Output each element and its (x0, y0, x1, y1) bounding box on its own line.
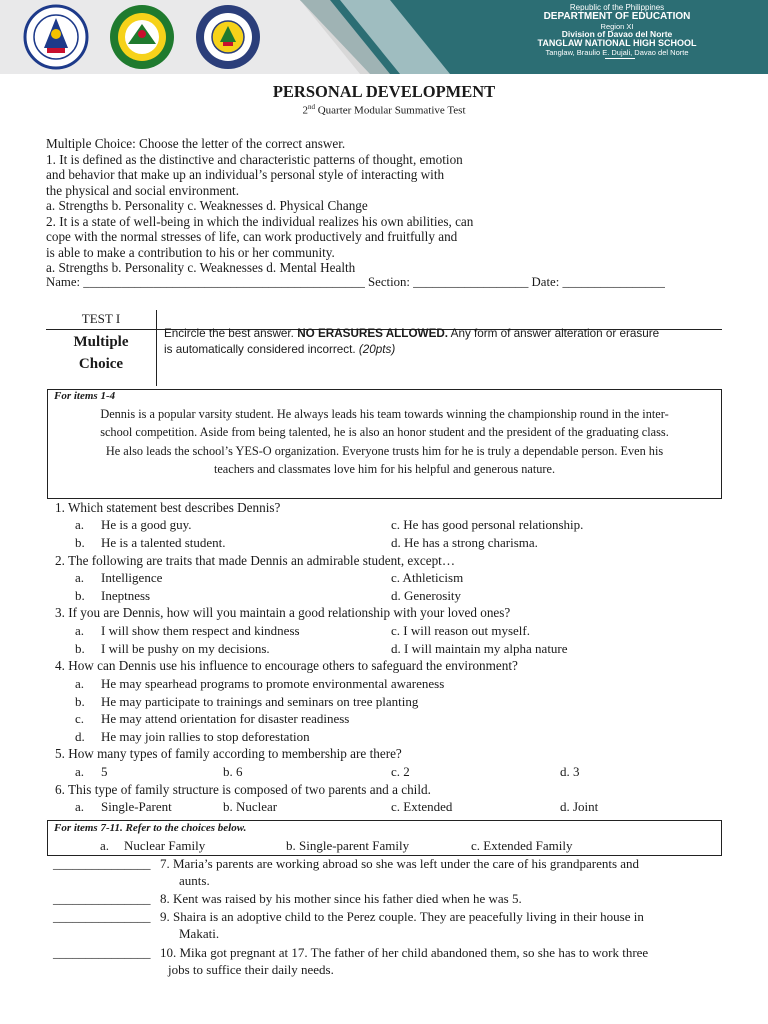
option-letter: b. (75, 535, 85, 550)
pretest-line: 1. It is defined as the distinctive and characteristic patterns of thought, emotion (46, 151, 463, 167)
address-label: Tanglaw, Braulio E. Dujali, Davao del Norte (545, 48, 689, 57)
passage-text (47, 405, 722, 478)
option-text: d. Generosity (391, 588, 462, 603)
option-text: d. Joint (560, 799, 599, 814)
option-letter: b. (75, 588, 85, 603)
test-type (46, 331, 156, 375)
pretest-line: the physical and social environment. (46, 182, 239, 198)
option-letter: a. (75, 517, 85, 532)
page-subtitle (0, 103, 768, 117)
option-text: d. He has a strong charisma. (391, 535, 538, 550)
choice-b: b. Single-parent Family (286, 838, 410, 853)
instruction-emphasis: NO ERASURES ALLOWED. (297, 327, 449, 340)
passage-line: teachers and classmates love him for his helpful and generous nature. (213, 461, 556, 476)
option-text: b. Nuclear (223, 799, 278, 814)
option-letter: a. (75, 570, 85, 585)
test-label: TEST I (81, 311, 121, 326)
answer-blank[interactable]: _______________ (53, 909, 151, 924)
option-text: He may participate to trainings and seminars on tree planting (101, 694, 419, 709)
page-title: PERSONAL DEVELOPMENT (272, 82, 496, 101)
test-header-vline (156, 310, 157, 386)
division-seal-icon (106, 4, 178, 70)
school-seal-icon (192, 4, 264, 70)
item-text: 9. Shaira is an adoptive child to the Perez couple. They are peacefully living in their house in (160, 909, 644, 924)
option-letter: d. (75, 729, 85, 744)
answer-blank[interactable]: _______________ (53, 945, 151, 960)
option-text: He may join rallies to stop deforestation (101, 729, 310, 744)
test-type-line: Choice (78, 356, 124, 372)
option-text: c. I will reason out myself. (391, 623, 530, 638)
deped-seal-icon (20, 4, 92, 70)
instruction-text: Any form of answer alteration or erasure (448, 327, 660, 340)
question-stem: 1. Which statement best describes Dennis? (55, 500, 281, 515)
passage-line: He also leads the school’s YES-O organization. Everyone trusts him for he is truly a dependable person. Even his (105, 443, 664, 458)
answer-blank[interactable]: _______________ (53, 856, 151, 871)
subtitle-ordinal: 2 (302, 104, 308, 117)
choices-label: For items 7-11. Refer to the choices below. (54, 822, 247, 834)
option-text: c. Extended (391, 799, 453, 814)
choice-letter: a. (100, 838, 110, 853)
question-stem: 5. How many types of family according to membership are there? (55, 746, 402, 761)
option-letter: a. (75, 676, 85, 691)
item-text: 8. Kent was raised by his mother since his father died when he was 5. (160, 891, 522, 906)
option-text: He may spearhead programs to promote environmental awareness (101, 676, 445, 691)
item-text-cont: Makati. (179, 926, 220, 941)
option-text: d. 3 (560, 764, 580, 779)
pretest-line: and behavior that make up an individual’s personal style of interacting with (46, 167, 445, 182)
option-text: He is a good guy. (101, 517, 192, 532)
option-text: c. He has good personal relationship. (391, 517, 584, 532)
school-label: TANGLAW NATIONAL HIGH SCHOOL (537, 38, 697, 48)
question-stem: 3. If you are Dennis, how will you maintain a good relationship with your loved ones? (55, 605, 511, 620)
option-letter: b. (75, 641, 85, 656)
option-letter: a. (75, 764, 85, 779)
divider (605, 58, 635, 59)
option-text: d. I will maintain my alpha nature (391, 641, 568, 656)
option-text: Ineptness (101, 588, 151, 603)
pretest-line: cope with the normal stresses of life, can work productively and fruitfully and (46, 229, 458, 244)
subtitle-superscript: nd (307, 103, 315, 111)
test-label-divider (46, 329, 157, 330)
item-text: 7. Maria’s parents are working abroad so she was left under the care of his grandparents and (160, 856, 640, 871)
question-stem: 4. How can Dennis use his influence to encourage others to safeguard the environment? (55, 658, 518, 673)
question-stem: 6. This type of family structure is composed of two parents and a child. (55, 782, 431, 797)
pretest-line: is able to make a contribution to his or her community. (46, 244, 335, 260)
option-text: c. 2 (391, 764, 410, 779)
option-text: I will show them respect and kindness (101, 623, 300, 638)
question-stem: 2. The following are traits that made Dennis an admirable student, except… (55, 553, 456, 568)
region-label: Region XI (600, 22, 634, 31)
pretest-line: a. Strengths b. Personality c. Weaknesses d. Physical Change (46, 198, 368, 213)
option-text: Intelligence (101, 570, 163, 585)
item-text-cont: aunts. (179, 873, 210, 888)
instruction-text: Encircle the best answer. (164, 327, 298, 340)
division-label: Division of Davao del Norte (561, 29, 673, 39)
pretest-line: a. Strengths b. Personality c. Weaknesses d. Mental Health (46, 260, 356, 275)
republic-label: Republic of the Philippines (569, 3, 665, 12)
item-text-cont: jobs to suffice their daily needs. (168, 962, 334, 977)
pretest-line: 2. It is a state of well-being in which the individual realizes his own abilities, can (46, 213, 474, 229)
instruction-text: is automatically considered incorrect. (164, 343, 359, 356)
option-letter: b. (75, 694, 85, 709)
choice-a: Nuclear Family (124, 838, 206, 853)
option-text: 5 (101, 764, 108, 779)
passage-line: school competition. Aside from being talented, he is also an honor student and the president of the graduating class. (100, 425, 669, 440)
name-section-date-line[interactable]: Name: ____________________________________________ Section: __________________ Date: ________________ (46, 275, 665, 289)
letterhead (0, 0, 768, 74)
option-letter: a. (75, 623, 85, 638)
choice-c: c. Extended Family (471, 838, 573, 853)
option-text: b. 6 (223, 764, 243, 779)
answer-blank[interactable]: _______________ (53, 891, 151, 906)
option-text: Single-Parent (101, 799, 172, 814)
option-text: He may attend orientation for disaster readiness (101, 711, 350, 726)
test-type-line: Multiple (73, 334, 129, 350)
option-text: I will be pushy on my decisions. (101, 641, 270, 656)
pretest-line: Multiple Choice: Choose the letter of the correct answer. (46, 136, 346, 151)
option-text: He is a talented student. (101, 535, 226, 550)
option-letter: c. (75, 711, 85, 726)
option-letter: a. (75, 799, 85, 814)
department-label: DEPARTMENT OF EDUCATION (543, 11, 691, 22)
passage-line: Dennis is a popular varsity student. He always leads his team towards winning the championship round in the inter- (100, 407, 669, 421)
passage-label: For items 1-4 (54, 390, 116, 402)
test-instructions (164, 326, 659, 358)
points-label: (20pts) (358, 343, 396, 356)
subtitle-text: Quarter Modular Summative Test (314, 104, 466, 117)
option-text: c. Athleticism (391, 570, 464, 585)
item-text: 10. Mika got pregnant at 17. The father of her child abandoned them, so she has to work three (160, 945, 649, 960)
